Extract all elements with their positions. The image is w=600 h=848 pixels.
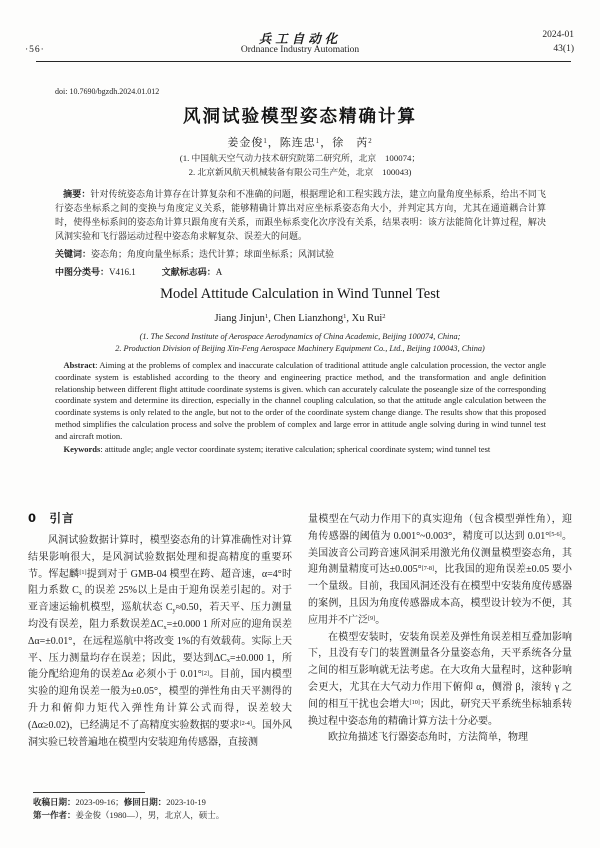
body-paragraph: 在模型安装时，安装角误差及弹性角误差相互叠加影响下，且没有专门的装置测量各分量姿态角，天平系统各分量之间的相互影响就无法考虑。在大攻角大量程时，这种影响会更大，尤其在大气动力作用下俯仰 α，侧滑 β，滚转 γ 之间的相互干扰也会增大[10]；因此，研究天平系统坐标轴系转换过程中姿态角的精确计算方法十分必要。 xyxy=(308,631,573,727)
abstract-label-cn: 摘要： xyxy=(63,189,91,199)
right-column-paragraphs xyxy=(308,512,572,747)
first-author-line: 第一作者：姜金俊（1980—），男，北京人，硕士。 xyxy=(33,810,225,820)
left-column-paragraphs xyxy=(28,533,292,751)
abstract-en xyxy=(55,360,546,443)
affiliations-cn xyxy=(0,152,600,179)
left-column xyxy=(28,503,292,790)
body-paragraph: 风洞试验数据计算时，模型姿态角的计算准确性对计算结果影响很大，是风洞试验数据处理和提高精度的重要环节。恽起麟[1]提到对于 GMB-04 模型在跨、超音速，α=4°时阻力系数 $C_x$ 的误差 25%以上是由于迎角误差引起的。对于亚音速运输机模型，巡航状态 $C_y\approx 0.50$，若天平、压力测量均没有误差，阻力系数误差$\Delta C_x=\pm 0.000$ 1 所对应的迎角误差Δα=±0.01°，在远程巡航中将改变 1%的有效载荷。实际上天平、压力测量均存在误差；因此，要达到$\Delta C_x=\pm 0.000$ 1，所能分配给迎角的误差Δα 必须小于 0.01°[2]。目前，国内模型实验的迎角误差一般为±0.05°，模型的弹性角由天平测得的升力和俯仰力矩代入弹性角计算公式而得，误差较大(Δα≥0.02)，已经满足不了高精度实验数据的要求[2-4]。国外风洞实验已较普遍地在模型内安装迎角传感器，直接测 xyxy=(28,535,293,748)
right-column xyxy=(308,503,572,790)
paper-title-cn: 风洞试验模型姿态精确计算 xyxy=(183,107,417,127)
body-paragraph: 欧拉角描述飞行器姿态角时，方法简单，物理 xyxy=(328,732,528,744)
footnote xyxy=(33,792,305,822)
affiliation-en-2: 2. Production Division of Beijing Xin-Feng Aerospace Machinery Equipment Co., Ltd., Beijing 100043, China) xyxy=(115,344,485,353)
abstract-cn xyxy=(55,187,546,243)
keywords-label-cn: 关键词： xyxy=(55,249,92,259)
section-heading: 0 引言 xyxy=(28,511,75,525)
issue-date: 2024-01 xyxy=(542,30,574,40)
affiliations-en xyxy=(0,331,600,355)
footnote-rule xyxy=(33,792,145,793)
authors-cn: 姜金俊$^1$，陈连忠$^1$，徐 芮$^2$ xyxy=(227,137,373,149)
affiliation-cn-1: (1. 中国航天空气动力技术研究院第二研究所，北京 100074； xyxy=(179,153,421,163)
doi: doi: 10.7690/bgzdh.2024.01.012 xyxy=(55,87,160,96)
received-date-line: 收稿日期：2023-09-16；修回日期：2023-10-19 xyxy=(33,797,206,807)
authors-en: Jiang Jinjun$^1$, Chen Lianzhong$^1$, Xu Rui$^2$ xyxy=(214,313,386,324)
affiliation-en-1: (1. The Second Institute of Aerospace Aerodynamics of China Academic, Beijing 100074, China; xyxy=(139,332,461,341)
keywords-en xyxy=(55,444,546,456)
header-rule xyxy=(36,61,571,62)
clc-value: V416.1 xyxy=(109,267,136,277)
abstract-label-en: Abstract xyxy=(63,360,96,370)
doc-code-value: A xyxy=(215,267,223,277)
abstract-block-en xyxy=(55,360,546,455)
keywords-text-en: : attitude angle; angle vector coordinate system; iterative calculation; spherical coordinate system; wind tunnel test xyxy=(100,443,491,454)
keywords-text-cn: 姿态角；角度向量坐标系；迭代计算；球面坐标系；风洞试验 xyxy=(91,249,335,259)
keywords-cn xyxy=(55,247,546,261)
volume-issue: 43(1) xyxy=(553,44,574,54)
abstract-block-cn xyxy=(55,187,546,279)
affiliation-cn-2: 2. 北京新风航天机械装备有限公司生产处，北京 100043) xyxy=(188,166,412,177)
abstract-text-en: : Aiming at the problems of complex and inaccurate calculation of traditional attitude angle calculation procession, the vector angle coordinate system is established according to the theory and engineering practice method, and the transformation and angle definition relationship between different flight attitude coordinate systems is given. which can accurately calculate the poseangle size of the corresponding coordinate system and determine its direction, especially in the channel coupling calculation, so that the attitude angle calculation between the coordinate systems is only related to the angle, but not to the order of the coordinate system change diange. The results show that this proposed method simplifies the calculation process and solve the problem of complex and large error in attitude angle solving during in wind tunnel test and aircraft motion. xyxy=(55,360,546,441)
abstract-text-cn: 针对传统姿态角计算存在计算复杂和不准确的问题，根据理论和工程实践方法，建立向量角度坐标系，给出不同飞行姿态坐标系之间的变换与角度定义关系，能够精确计算出对应坐标系姿态角大小，并判定其方向，尤其在通道耦合计算时，使得坐标系间的姿态角计算只跟角度有关系，而跟坐标系变化次序没有关系，结果表明：该方法能简化计算过程，解决风洞实验和飞行器运动过程中姿态角求解复杂、误差大的问题。 xyxy=(55,189,546,241)
journal-name-en: Ordnance Industry Automation xyxy=(240,45,360,55)
keywords-label-en: Keywords xyxy=(63,443,101,454)
journal-logo: 兵工自动化 xyxy=(258,31,342,46)
paper-title-en: Model Attitude Calculation in Wind Tunnel Test xyxy=(160,286,440,302)
body-paragraph: 量模型在气动力作用下的真实迎角（包含模型弹性角），迎角传感器的阈值为 0.001°~0.003°，精度可以达到 0.01°[5-6]。美国波音公司跨音速风洞采用激光角仪测量模型姿态角，其迎角测量精度可达±0.005°[7-8]，比我国的迎角误差±0.05 要小一个量级。目前，我国风洞还没有在模型中安装角度传感器的案例，且因为角度传感器成本高，模型设计较为不便，其应用并不广泛[9]。 xyxy=(308,514,572,626)
body-columns xyxy=(28,503,572,790)
clc-label: 中图分类号： xyxy=(55,267,110,277)
page-number: ·56· xyxy=(25,45,45,55)
doc-code-label: 文献标志码： xyxy=(161,267,216,277)
clc-line xyxy=(55,265,546,279)
